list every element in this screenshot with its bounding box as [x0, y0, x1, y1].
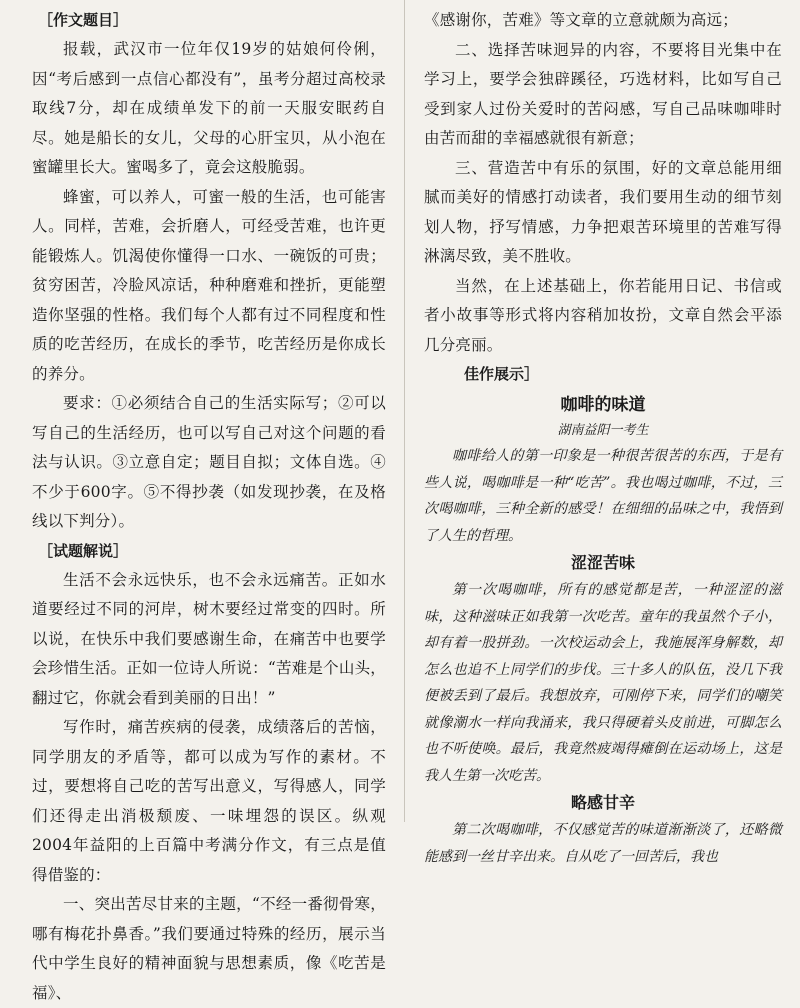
- analysis-paragraph-5: 三、营造苦中有乐的氛围，好的文章总能用细腻而美好的情感打动读者，我们要用生动的细节刻划人物，抒写情感，力争把艰苦环境里的苦难写得淋漓尽致，美不胜收。: [424, 158, 782, 265]
- analysis-paragraph-1: 生活不会永远快乐，也不会永远痛苦。正如水道要经过不同的河岸，树木要经过常变的四时。所以说，在快乐中我们要感谢生命，在痛苦中也要学会珍惜生活。正如一位诗人所说：“苦难是个山头，翻过它，你就会看到美丽的日出！”: [32, 570, 386, 707]
- topic-paragraph-1: 报载，武汉市一位年仅19岁的姑娘何伶俐，因“考后感到一点信心都没有”，虽考分超过高校录取线7分，却在成绩单发下的前一天服安眠药自尽。她是船长的女儿，父母的心肝宝贝，从小泡在蜜罐里长大。蜜喝多了，竟会这般脆弱。: [32, 40, 386, 176]
- continued-paragraph: 《感谢你，苦难》等文章的立意就颇为高远；: [424, 11, 739, 29]
- essay-title: 咖啡的味道: [560, 395, 646, 415]
- topic-requirements: 要求：①必须结合自己的生活实际写；②可以写自己的生活经历，也可以写自己对这个问题的看法与认识。③立意自定；题目自拟；文体自选。④不少于600字。⑤不得抄袭（如发现抄袭，在及格线以下判分）。: [32, 394, 386, 530]
- essay-intro: 咖啡给人的第一印象是一种很苦很苦的东西，于是有些人说，喝咖啡是一种“吃苦”。我也喝过咖啡，不过，三次喝咖啡，三种全新的感受！在细细的品味之中，我悟到了人生的哲理。: [424, 448, 782, 544]
- section-heading-topic: ［作文题目］: [38, 11, 129, 29]
- right-column: [410, 0, 800, 870]
- analysis-paragraph-4: 二、选择苦味迥异的内容，不要将目光集中在学习上，要学会独辟蹊径，巧选材料，比如写自己受到家人过份关爱时的苦闷感，写自己品味咖啡时由苦而甜的幸福感就很有新意；: [424, 40, 782, 147]
- essay-subheading-2: 略感甘辛: [570, 793, 635, 812]
- section-heading-showcase: 佳作展示］: [464, 365, 540, 383]
- essay-subheading-1: 涩涩苦味: [570, 553, 635, 572]
- essay-paragraph-2: 第二次喝咖啡，不仅感觉苦的味道渐渐淡了，还略微能感到一丝甘辛出来。自从吃了一回苦后，我也: [424, 822, 782, 865]
- section-heading-analysis: ［试题解说］: [38, 541, 129, 560]
- column-divider: [404, 0, 405, 822]
- topic-paragraph-2: 蜂蜜，可以养人，可蜜一般的生活，也可能害人。同样，苦难，会折磨人，可经受苦难，也许更能锻炼人。饥渴使你懂得一口水、一碗饭的可贵；贫穷困苦，冷脸风凉话，种种磨难和挫折，更能塑造你坚强的性格。我们每个人都有过不同程度和性质的吃苦经历，在成长的季节，吃苦经历是你成长的养分。: [32, 187, 386, 383]
- essay-paragraph-1: 第一次喝咖啡，所有的感觉都是苦，一种涩涩的滋味，这种滋味正如我第一次吃苦。童年的我虽然个子小，却有着一股拼劲。一次校运动会上，我施展浑身解数，却怎么也追不上同学们的步伐。三十多人的队伍，没几下我便被丢到了最后。我想放弃，可刚停下来，同学们的嘲笑就像潮水一样向我涌来，我只得硬着头皮前进，可脚怎么也不听使唤。最后，我竟然疲竭得瘫倒在运动场上，这是我人生第一次吃苦。: [424, 582, 782, 784]
- essay-author: 湖南益阳一考生: [557, 423, 649, 438]
- analysis-paragraph-3: 一、突出苦尽甘来的主题，“不经一番彻骨寒，哪有梅花扑鼻香。”我们要通过特殊的经历，展示当代中学生良好的精神面貌与思想素质，像《吃苦是福》、: [32, 895, 386, 1002]
- analysis-paragraph-6: 当然，在上述基础上，你若能用日记、书信或者小故事等形式将内容稍加妆扮，文章自然会平添几分亮丽。: [424, 276, 782, 354]
- analysis-paragraph-2: 写作时，痛苦疾病的侵袭，成绩落后的苦恼，同学朋友的矛盾等，都可以成为写作的素材。不过，要想将自己吃的苦写出意义，写得感人，同学们还得走出消极颓废、一味埋怨的误区。纵观2004年益阳的上百篇中考满分作文，有三点是值得借鉴的：: [32, 718, 386, 884]
